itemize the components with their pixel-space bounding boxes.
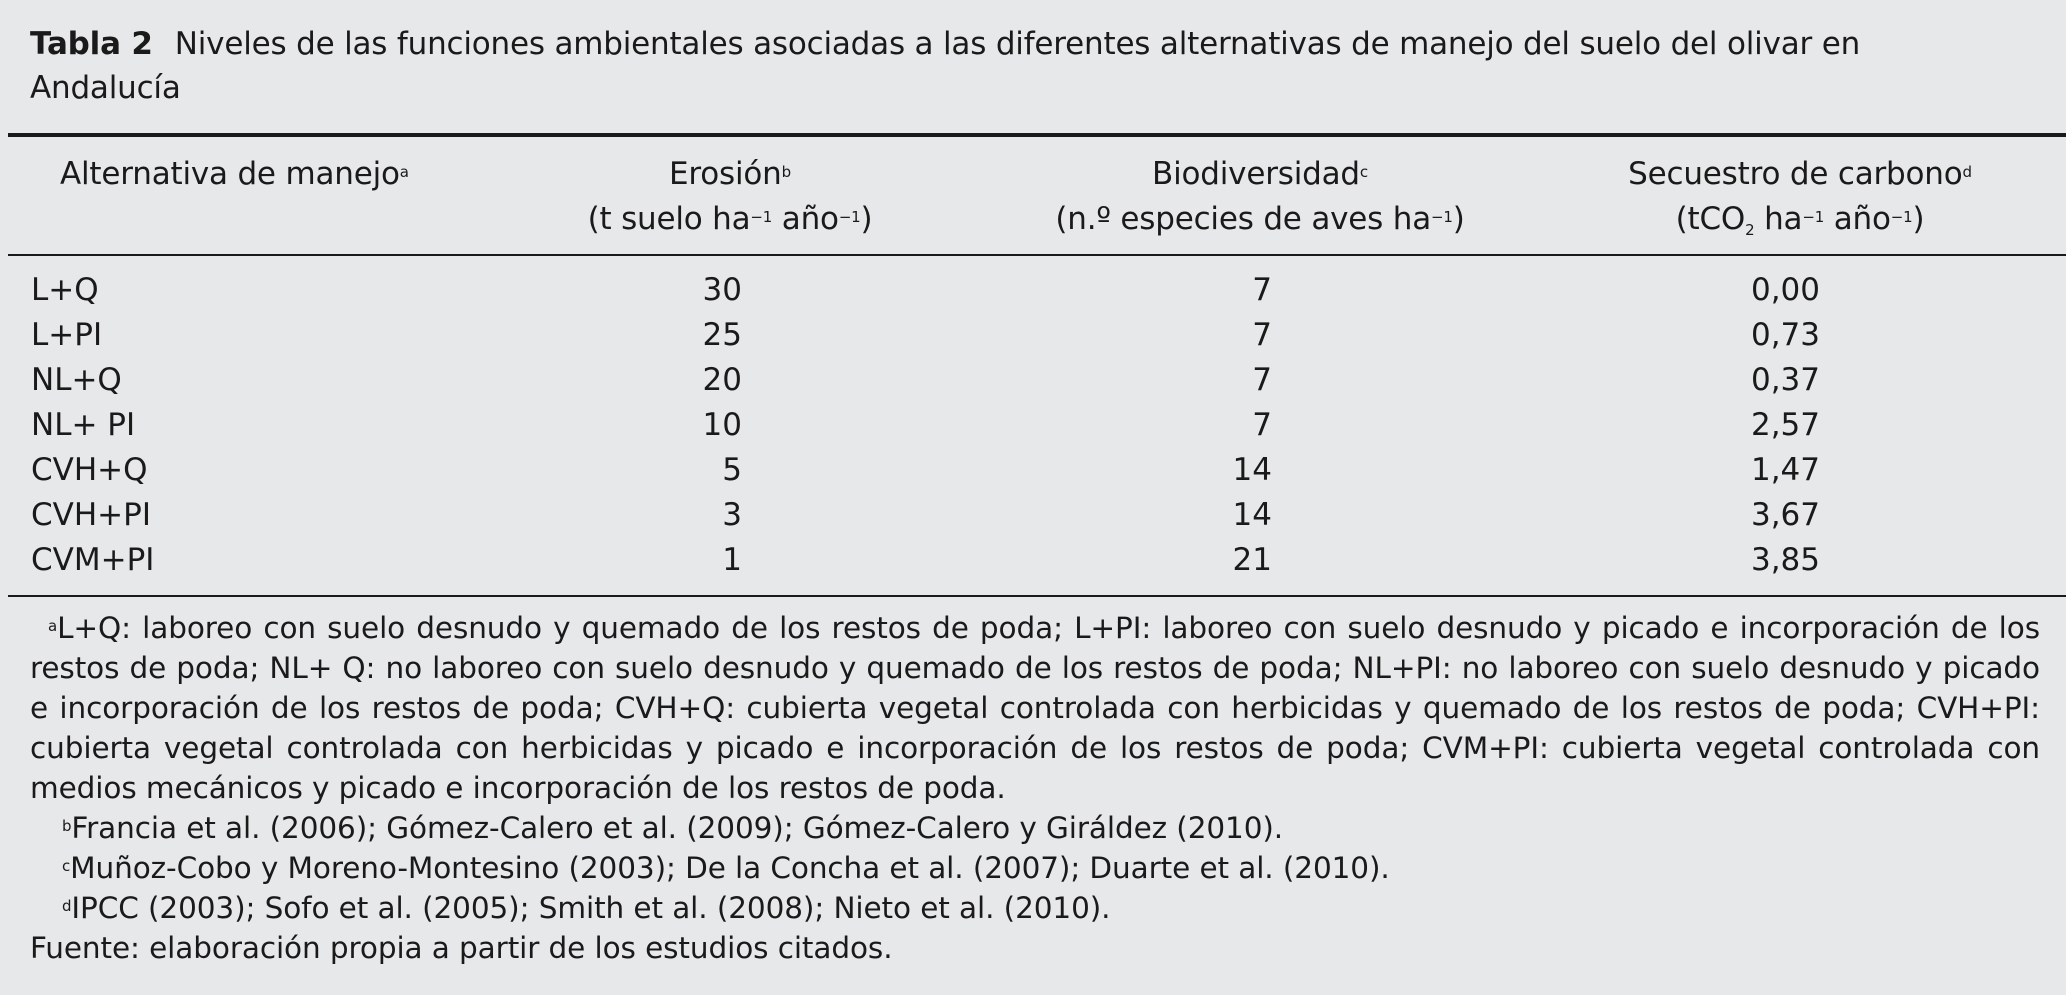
- cell-alternativa: L+PI: [31, 317, 103, 353]
- cell-alternativa: NL+ PI: [31, 407, 136, 443]
- cell-erosion: 10: [702, 407, 742, 443]
- table-row: [0, 538, 2066, 583]
- table-row: [0, 358, 2066, 403]
- cell-alternativa: CVH+PI: [31, 497, 151, 533]
- cell-secuestro: 1,47: [1750, 452, 1820, 488]
- cell-alternativa: NL+Q: [31, 362, 122, 398]
- header-biodiversidad: Biodiversidad$^c$ (n.º especies de aves $ha^{-1}$): [1055, 156, 1465, 237]
- cell-secuestro: 3,67: [1750, 497, 1820, 533]
- cell-erosion: 1: [722, 542, 742, 578]
- cell-alternativa: L+Q: [31, 272, 99, 308]
- top-rule: [8, 133, 2066, 137]
- table-row: [0, 493, 2066, 538]
- header-erosion: Erosión$^b$ (t suelo $ha^{-1}$ año$^{-1}$): [587, 156, 873, 237]
- cell-alternativa: CVH+Q: [31, 452, 148, 488]
- footnote-a: $^a$L+Q: laboreo con suelo desnudo y quemado de los restos de poda; L+PI: laboreo con suelo desnudo y picado e incorporación de los restos de poda; NL+ Q: no laboreo con suelo desnudo y quemado de los restos de poda; NL+PI: no laboreo con suelo desnudo y picado e incorporación de los restos de poda; CVH+Q: cubierta vegetal controlada con herbicidas y quemado de los restos de poda; CVH+PI: cubierta vegetal controlada con herbicidas y picado e incorporación de los restos de poda; CVM+PI: cubierta vegetal controlada con medios mecánicos y picado e incorporación de los restos de poda.: [30, 611, 2040, 805]
- cell-biodiversidad: 7: [1252, 272, 1272, 308]
- cell-biodiversidad: 7: [1252, 407, 1272, 443]
- cell-secuestro: 3,85: [1750, 542, 1820, 578]
- footnote-b: $^b$Francia et al. (2006); Gómez-Calero et al. (2009); Gómez-Calero y Giráldez (2010).: [62, 811, 1284, 845]
- cell-biodiversidad: 14: [1232, 497, 1272, 533]
- cell-secuestro: 2,57: [1750, 407, 1820, 443]
- table-caption: [30, 22, 2020, 110]
- table-title: Niveles de las funciones ambientales asociadas a las diferentes alternativas de manejo del suelo del olivar en Andalucía: [30, 26, 1861, 106]
- cell-secuestro: 0,00: [1750, 272, 1820, 308]
- table-label: Tabla 2: [30, 26, 153, 62]
- cell-erosion: 25: [702, 317, 742, 353]
- cell-erosion: 30: [702, 272, 742, 308]
- source-note: Fuente: elaboración propia a partir de los estudios citados.: [30, 931, 893, 965]
- cell-erosion: 20: [702, 362, 742, 398]
- table-row: [0, 448, 2066, 493]
- table-row: [0, 268, 2066, 313]
- cell-alternativa: CVM+PI: [31, 542, 155, 578]
- bottom-rule: [8, 595, 2066, 597]
- cell-erosion: 5: [722, 452, 742, 488]
- cell-biodiversidad: 21: [1232, 542, 1272, 578]
- cell-secuestro: 0,73: [1750, 317, 1820, 353]
- cell-biodiversidad: 14: [1232, 452, 1272, 488]
- footnote-c: $^c$Muñoz-Cobo y Moreno-Montesino (2003); De la Concha et al. (2007); Duarte et al. (2010).: [62, 851, 1390, 885]
- table-row: [0, 313, 2066, 358]
- table-footnotes: [30, 608, 2040, 968]
- table-body: [0, 268, 2066, 583]
- header-secuestro: Secuestro de carbono$^d$ (tCO$_2$ $ha^{-1}$ año$^{-1}$): [1628, 156, 1972, 239]
- header-rule: [8, 254, 2066, 256]
- cell-biodiversidad: 7: [1252, 317, 1272, 353]
- table-row: [0, 403, 2066, 448]
- cell-secuestro: 0,37: [1750, 362, 1820, 398]
- cell-biodiversidad: 7: [1252, 362, 1272, 398]
- header-alternativa: Alternativa de manejo$^a$: [60, 156, 409, 192]
- cell-erosion: 3: [722, 497, 742, 533]
- footnote-d: $^d$IPCC (2003); Sofo et al. (2005); Smith et al. (2008); Nieto et al. (2010).: [62, 891, 1111, 925]
